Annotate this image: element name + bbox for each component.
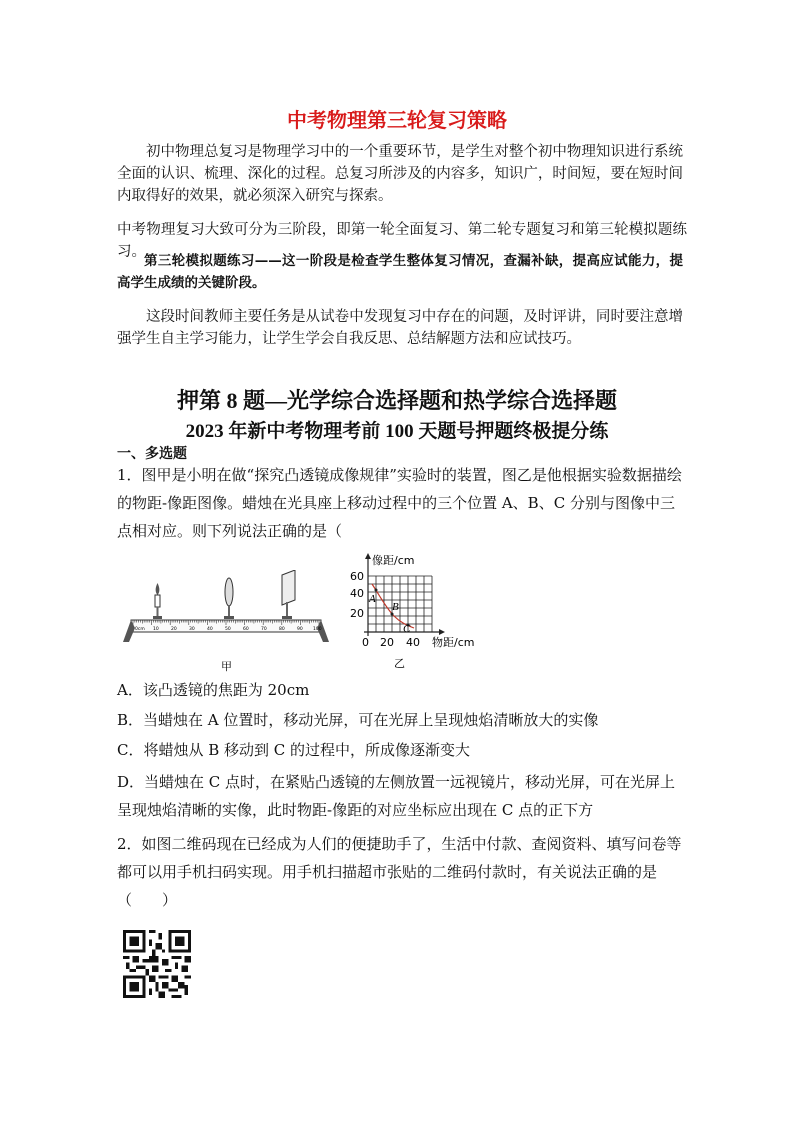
bench-tick-label: 100 (313, 627, 322, 632)
bench-zero-label: 0cm (135, 627, 145, 632)
bench-tick-label: 40 (207, 627, 213, 632)
graph-x-axis-label: 物距/cm (432, 636, 475, 649)
graph-y-tick: 60 (350, 570, 364, 583)
figure-caption-left: 甲 (221, 660, 232, 673)
bench-tick-label: 30 (189, 627, 195, 632)
optical-bench-figure (117, 570, 337, 675)
graph-y-tick: 40 (350, 587, 364, 600)
bench-tick-label: 70 (261, 627, 267, 632)
graph-y-axis-label: 像距/cm (372, 554, 415, 567)
intro-paragraph-4: 这段时间教师主要任务是从试卷中发现复习中存在的问题，及时评讲，同时要注意增强学生自主学习能力，让学生学会自我反思、总结解题方法和应试技巧。 (117, 309, 683, 347)
figure-caption-right: 乙 (394, 657, 405, 670)
question-1-option-c: C．将蜡烛从 B 移动到 C 的过程中，所成像逐渐变大 (117, 741, 471, 759)
graph-point-c-label: C (403, 623, 411, 635)
question-1-text: 1．图甲是小明在做“探究凸透镜成像规律”实验时的装置，图乙是他根据实验数据描绘的物距-像距图像。蜡烛在光具座上移动过程中的三个位置 A、B、C 分别与图像中三点相对应。则下列说法正确的是（ (117, 466, 682, 540)
bench-tick-label: 90 (297, 627, 303, 632)
question-2-text: 2．如图二维码现在已经成为人们的便捷助手了，生活中付款、查阅资料、填写问卷等都可以用手机扫码实现。用手机扫描超市张贴的二维码付款时，有关说法正确的是（ ） (117, 835, 682, 909)
bench-tick-label: 10 (153, 627, 159, 632)
question-1-option-a: A．该凸透镜的焦距为 20cm (117, 681, 310, 699)
question-1-option-b: B．当蜡烛在 A 位置时，移动光屏，可在光屏上呈现烛焰清晰放大的实像 (117, 711, 599, 729)
intro-paragraph-1: 初中物理总复习是物理学习中的一个重要环节，是学生对整个初中物理知识进行系统全面的认识、梳理、深化的过程。总复习所涉及的内容多，知识广，时间短，要在短时间内取得好的效果，就必须深入研究与探索。 (117, 144, 683, 204)
bench-tick-label: 60 (243, 627, 249, 632)
section-label: 一、多选题 (117, 446, 187, 462)
graph-point-b-label: B (392, 601, 399, 613)
graph-x-tick: 20 (380, 636, 394, 649)
intro-paragraph-2: 中考物理复习大致可分为三阶段，即第一轮全面复习、第二轮专题复习和第三轮模拟题练习。 (117, 222, 687, 260)
heading-main: 押第 8 题—光学综合选择题和热学综合选择题 (176, 388, 617, 413)
bench-tick-label: 80 (279, 627, 285, 632)
bench-tick-label: 20 (171, 627, 177, 632)
heading-sub: 2023 年新中考物理考前 100 天题号押题终极提分练 (185, 421, 609, 442)
page-title: 中考物理第三轮复习策略 (287, 108, 507, 132)
graph-y-tick: 20 (350, 607, 364, 620)
intro-paragraph-3: 第三轮模拟题练习——这一阶段是检查学生整体复习情况，查漏补缺，提高应试能力，提高学生成绩的关键阶段。 (117, 253, 683, 291)
graph-x-tick: 40 (406, 636, 420, 649)
graph-x-tick: 0 (362, 636, 369, 649)
bench-tick-label: 50 (225, 627, 231, 632)
graph-point-a-label: A (369, 593, 376, 605)
qr-code-image (123, 930, 191, 998)
question-1-option-d: D．当蜡烛在 C 点时，在紧贴凸透镜的左侧放置一远视镜片，移动光屏，可在光屏上呈现烛焰清晰的实像，此时物距-像距的对应坐标应出现在 C 点的正下方 (117, 773, 676, 819)
distance-graph-figure (342, 550, 492, 675)
